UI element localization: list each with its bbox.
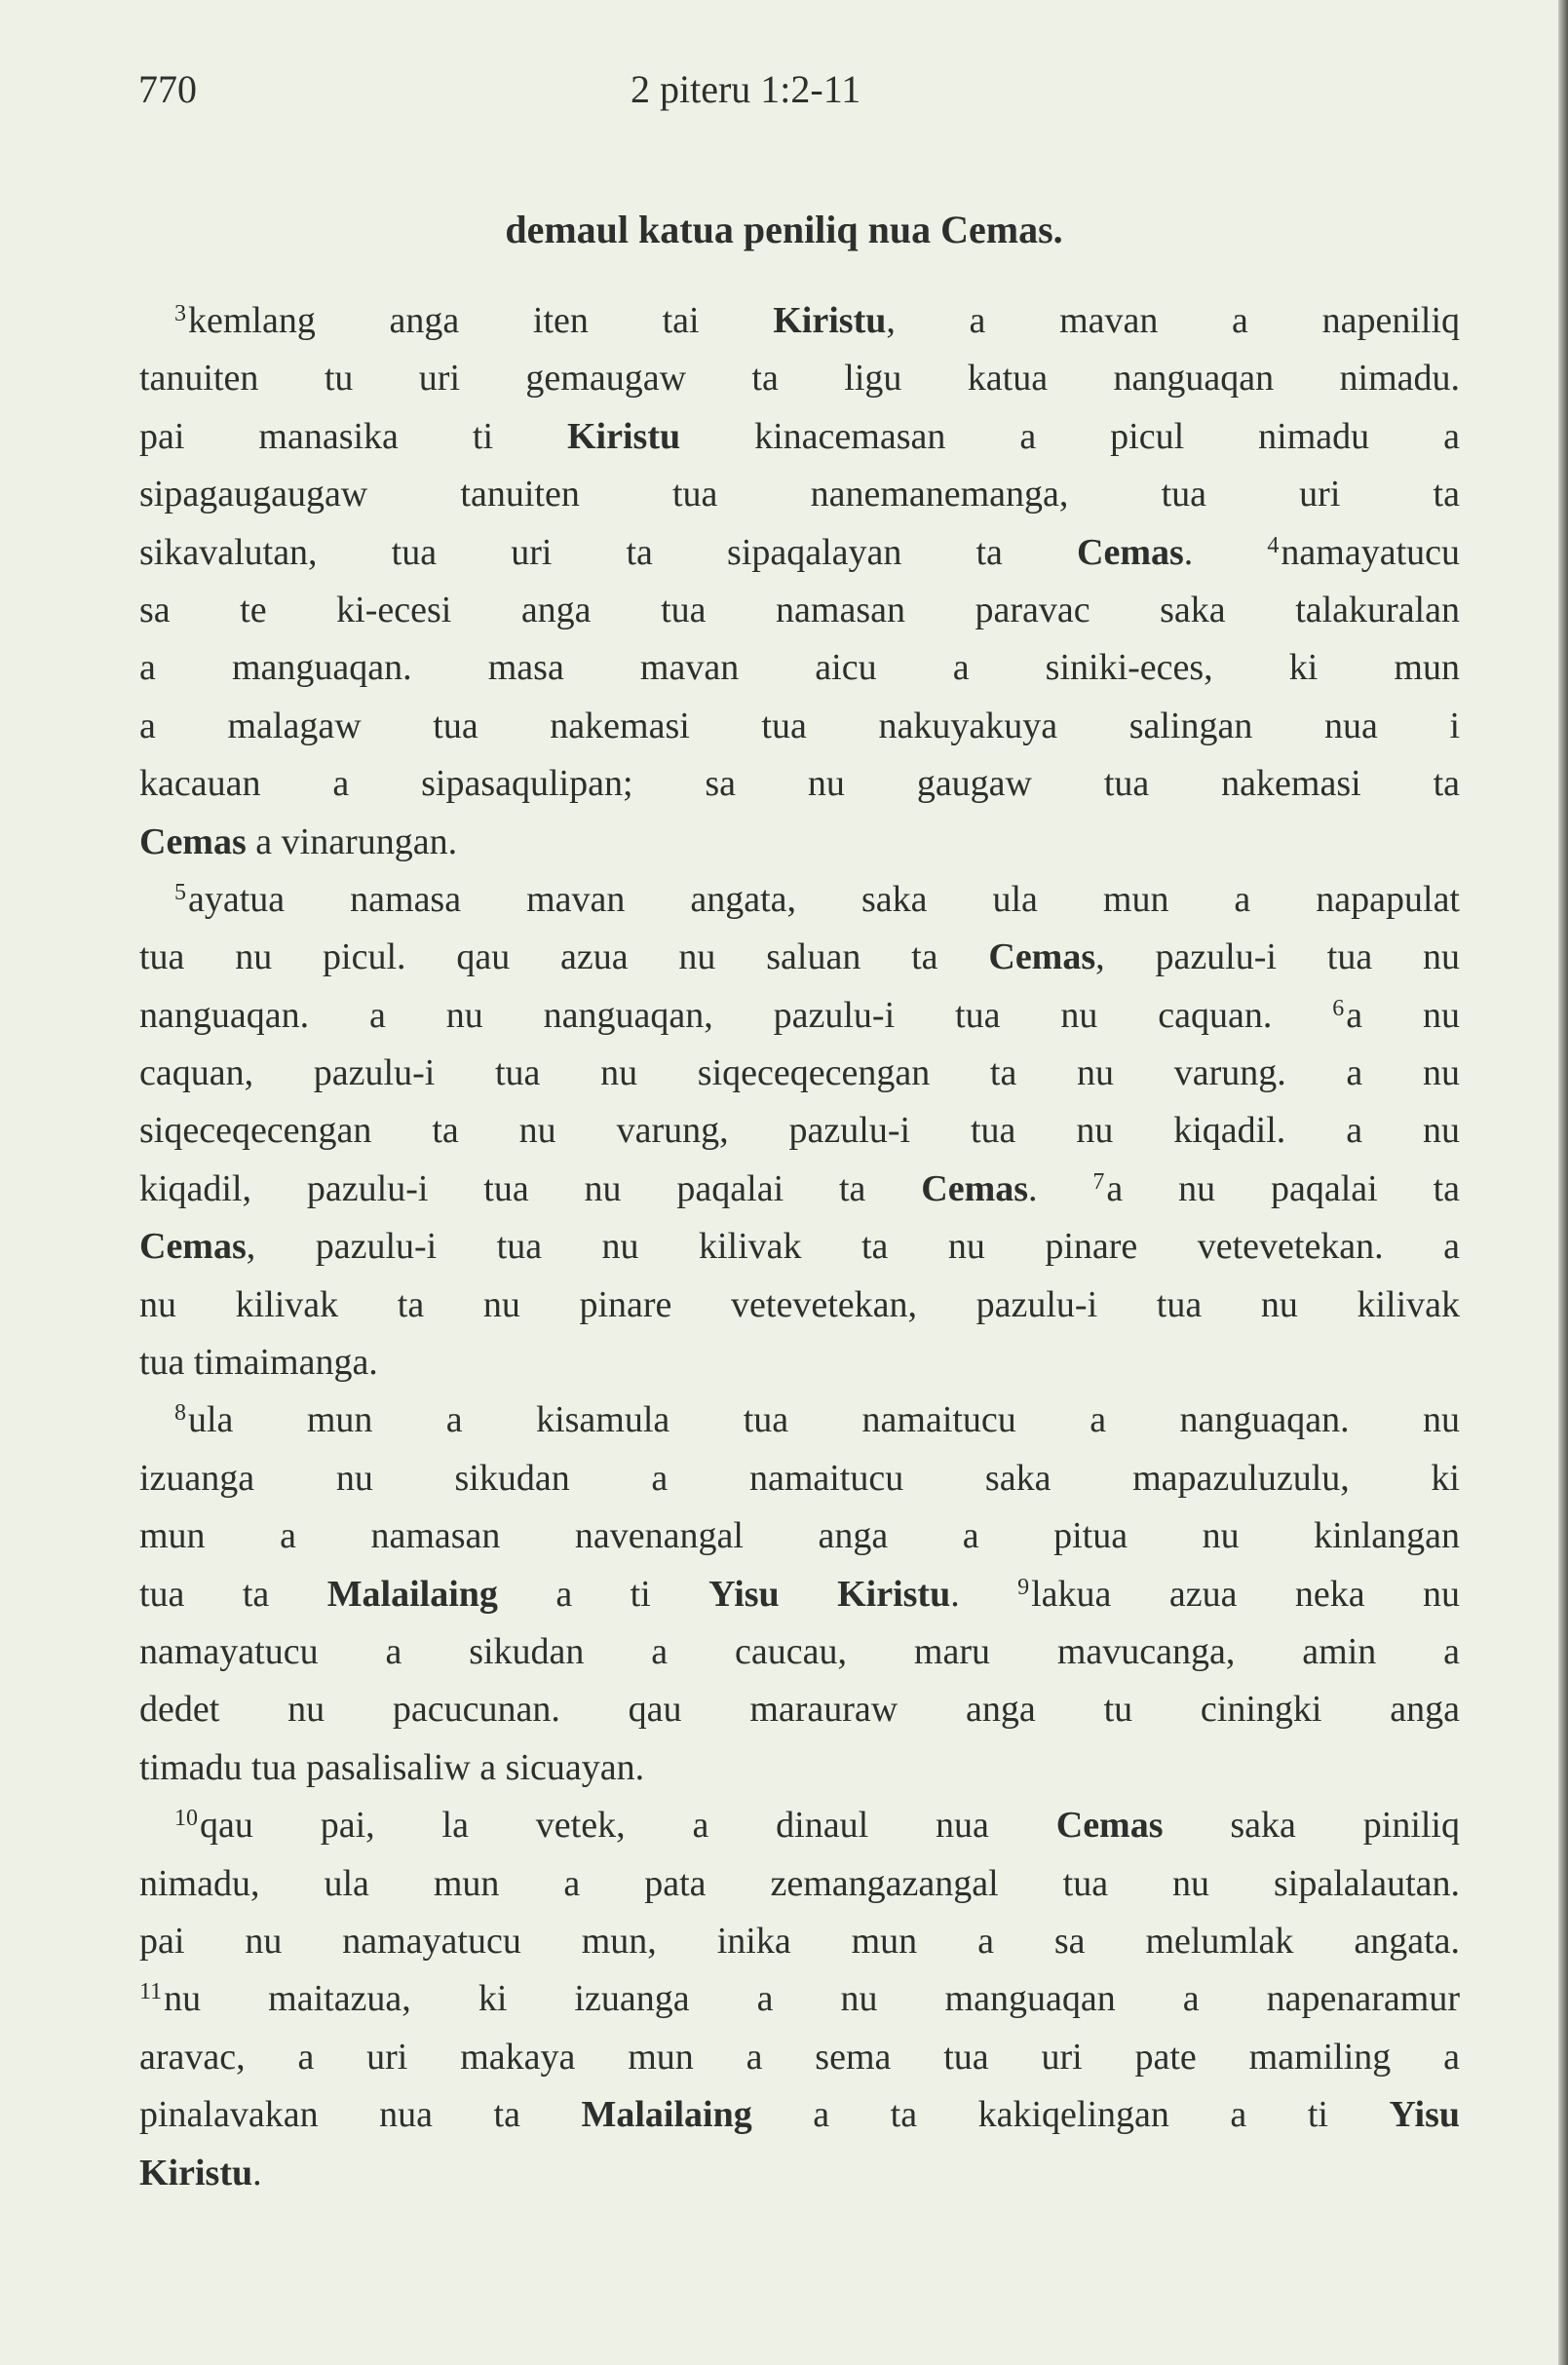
text-line — [139, 1623, 1460, 1681]
text-line — [139, 2086, 1460, 2144]
text-line — [139, 871, 1460, 929]
bold-term: Kiristu — [773, 300, 887, 341]
text-line — [139, 814, 1460, 871]
bold-term: Yisu — [1389, 2094, 1460, 2136]
text-line — [139, 1161, 1460, 1218]
text-line — [139, 2029, 1460, 2086]
verse-number: 5 — [174, 879, 186, 905]
text-run: a ta kakiqelingan a ti — [751, 2094, 1390, 2136]
verse-number: 8 — [174, 1400, 186, 1427]
bold-term: Malailaing — [326, 1573, 498, 1615]
text-run: sipagaugaugaw tanuiten tua nanemanemanga, tua uri ta — [139, 474, 1460, 515]
text-line — [139, 524, 1460, 582]
page-edge-shadow — [1558, 0, 1568, 2365]
text-line — [139, 698, 1460, 755]
text-run: izuanga nu sikudan a namaitucu saka mapazuluzulu, ki — [139, 1457, 1460, 1499]
text-run: a nu — [1346, 994, 1460, 1036]
text-run: sa te ki-ecesi anga tua namasan paravac saka talakuralan — [139, 589, 1460, 630]
text-run: saka piniliq — [1163, 1805, 1460, 1847]
bold-term: Cemas — [921, 1167, 1029, 1209]
bold-term: Cemas — [1055, 1805, 1164, 1847]
text-line — [139, 582, 1460, 639]
text-line — [139, 1334, 1460, 1392]
text-run: ayatua namasa mavan angata, saka ula mun a napapulat — [188, 878, 1460, 920]
text-line — [139, 1218, 1460, 1276]
bold-term: Yisu Kiristu — [708, 1573, 951, 1615]
verse-number: 7 — [1092, 1168, 1105, 1195]
text-run: tanuiten tu uri gemaugaw ta ligu katua nanguaqan nimadu. — [139, 358, 1460, 400]
text-line — [139, 1450, 1460, 1507]
text-run: . — [1028, 1167, 1093, 1209]
verse-number: 6 — [1332, 995, 1345, 1021]
text-run: kinacemasan a picul nimadu a — [680, 415, 1460, 457]
text-line — [139, 2145, 1460, 2202]
text-run: siqeceqecengan ta nu varung, pazulu-i tua nu kiqadil. a nu — [139, 1110, 1460, 1152]
text-line — [139, 639, 1460, 697]
text-run: kiqadil, pazulu-i tua nu paqalai ta — [139, 1167, 922, 1209]
text-run: a nu paqalai ta — [1106, 1167, 1461, 1209]
bold-term: Cemas — [139, 1226, 247, 1268]
text-line — [139, 1797, 1460, 1854]
verse-number: 3 — [174, 301, 186, 326]
text-run: , a mavan a napeniliq — [886, 300, 1460, 341]
text-run: sikavalutan, tua uri ta sipaqalayan ta — [139, 531, 1078, 573]
text-line — [139, 1681, 1460, 1738]
text-run: ula mun a kisamula tua namaitucu a nanguaqan. nu — [188, 1399, 1460, 1441]
bold-term: Kiristu — [139, 2152, 253, 2193]
text-run: . — [252, 2152, 262, 2193]
text-line — [139, 1913, 1460, 1970]
text-run: . — [950, 1573, 1018, 1615]
text-run: nanguaqan. a nu nanguaqan, pazulu-i tua nu caquan. — [139, 994, 1333, 1036]
text-run: , pazulu-i tua nu — [1095, 936, 1460, 978]
text-line — [139, 1045, 1460, 1102]
text-line — [139, 929, 1460, 986]
page-number: 770 — [138, 67, 197, 111]
text-run: namayatucu — [1281, 531, 1460, 573]
text-run: tua timaimanga. — [139, 1342, 378, 1384]
text-run: kemlang anga iten tai — [188, 300, 774, 341]
text-line — [139, 987, 1460, 1045]
text-line — [139, 408, 1460, 466]
text-run: dedet nu pacucunan. qau marauraw anga tu ciningki anga — [139, 1689, 1460, 1731]
bold-term: Cemas — [988, 936, 1096, 978]
bold-term: Cemas — [1077, 531, 1184, 573]
text-line — [139, 1970, 1460, 2028]
text-run: a manguaqan. masa mavan aicu a siniki-eces, ki mun — [139, 647, 1460, 689]
text-line — [139, 1739, 1460, 1797]
text-run: namayatucu a sikudan a caucau, maru mavucanga, amin a — [139, 1630, 1460, 1672]
text-run: aravac, a uri makaya mun a sema tua uri pate mamiling a — [139, 2036, 1460, 2078]
verse-number: 10 — [174, 1806, 198, 1832]
bold-term: Malailaing — [581, 2094, 752, 2136]
bold-term: Kiristu — [567, 415, 681, 457]
section-heading: demaul katua peniliq nua Cemas. — [505, 208, 1063, 251]
verse-number: 11 — [139, 1979, 163, 2005]
text-run: a malagaw tua nakemasi tua nakuyakuya salingan nua i — [139, 705, 1460, 746]
text-run: pai manasika ti — [139, 415, 567, 457]
text-run: tua nu picul. qau azua nu saluan ta — [139, 936, 989, 978]
text-run: lakua azua neka nu — [1031, 1573, 1460, 1615]
text-line — [139, 1392, 1460, 1449]
text-run: a ti — [497, 1573, 709, 1615]
text-run: kacauan a sipasaqulipan; sa nu gaugaw tua nakemasi ta — [139, 763, 1460, 805]
text-run: tua ta — [139, 1573, 327, 1615]
text-run: pinalavakan nua ta — [139, 2094, 582, 2136]
text-line — [139, 755, 1460, 813]
text-run: nu maitazua, ki izuanga a nu manguaqan a napenaramur — [164, 1978, 1460, 2020]
text-run: a vinarungan. — [246, 820, 458, 862]
text-line — [139, 1566, 1460, 1623]
text-run: mun a namasan navenangal anga a pitua nu kinlangan — [139, 1515, 1460, 1557]
text-line — [139, 1855, 1460, 1913]
verse-number: 4 — [1267, 532, 1280, 558]
text-line — [139, 292, 1460, 350]
text-run: , pazulu-i tua nu kilivak ta nu pinare vetevetekan. a — [246, 1226, 1460, 1268]
text-run: timadu tua pasalisaliw a sicuayan. — [139, 1746, 645, 1788]
running-head: 2 piteru 1:2-11 — [631, 67, 861, 111]
bold-term: Cemas — [139, 820, 247, 862]
text-run: pai nu namayatucu mun, inika mun a sa melumlak angata. — [139, 1920, 1460, 1962]
text-line — [139, 1102, 1460, 1160]
text-line — [139, 1507, 1460, 1565]
text-run: nimadu, ula mun a pata zemangazangal tua nu sipalalautan. — [139, 1862, 1460, 1904]
text-run: nu kilivak ta nu pinare vetevetekan, pazulu-i tua nu kilivak — [139, 1283, 1460, 1325]
text-line — [139, 466, 1460, 523]
body-text — [139, 292, 1460, 2202]
text-run: qau pai, la vetek, a dinaul nua — [200, 1805, 1056, 1847]
text-run: caquan, pazulu-i tua nu siqeceqecengan ta nu varung. a nu — [139, 1052, 1460, 1094]
text-run: . — [1183, 531, 1268, 573]
text-line — [139, 350, 1460, 407]
text-line — [139, 1277, 1460, 1334]
verse-number: 9 — [1017, 1574, 1030, 1600]
